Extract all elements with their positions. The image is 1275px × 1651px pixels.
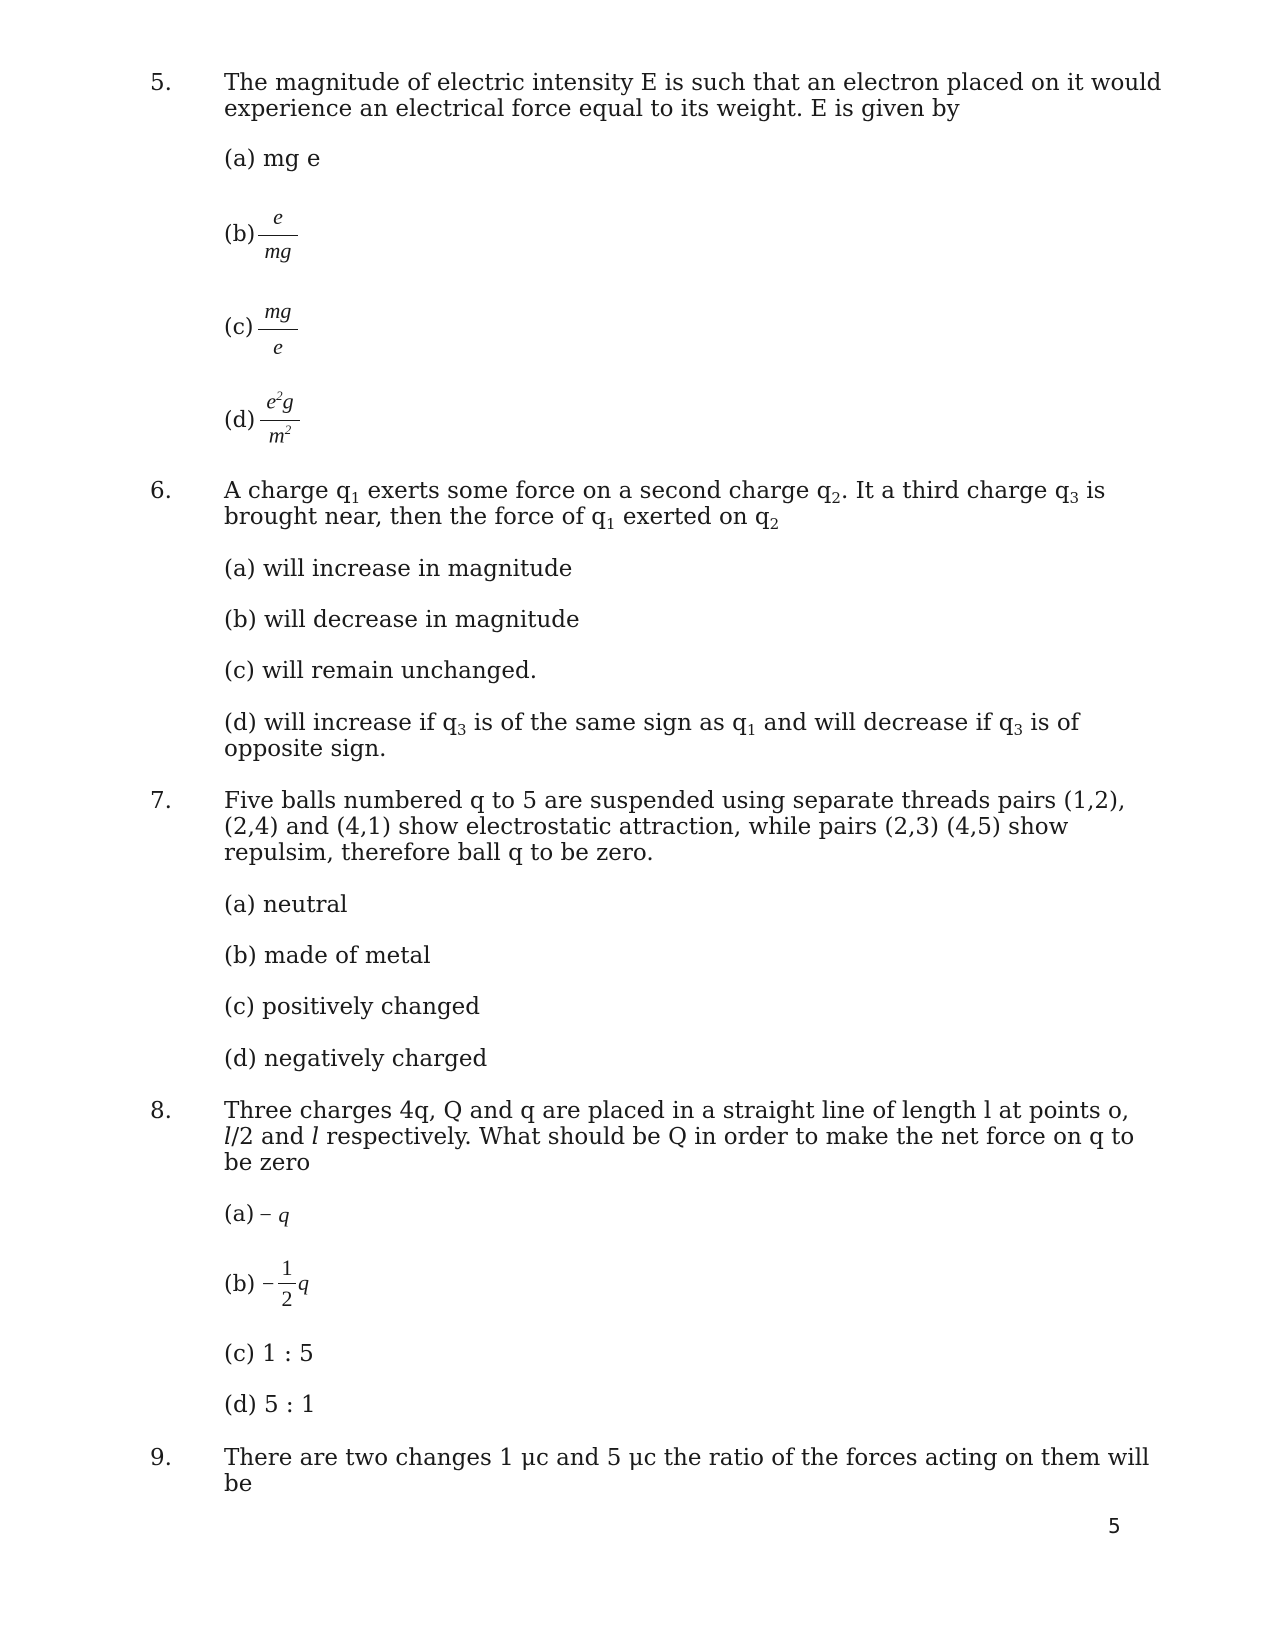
q6-text-line2: brought near, then the force of $q_1$ exerted on $q_2$ — [224, 504, 780, 533]
q7-option-c: (c) positively changed — [224, 994, 481, 1020]
q6-option-d-line1: (d) will increase if $q_3$ is of the same sign as $q_1$ and will decrease if $q_3$ is of — [224, 710, 1080, 739]
q9-text-line1: There are two changes 1 μc and 5 μc the ratio of the forces acting on them will — [224, 1445, 1150, 1471]
q6-option-c: (c) will remain unchanged. — [224, 658, 538, 684]
q8-text-line2: l/2 and l respectively. What should be Q in order to make the net force on q to — [224, 1124, 1135, 1150]
q8-option-c: (c) 1 : 5 — [224, 1341, 314, 1367]
q6-text-line1: A charge $q_1$ exerts some force on a second charge $q_2$. It a third charge $q_3$ is — [224, 478, 1106, 507]
q7-option-b: (b) made of metal — [224, 943, 431, 969]
q5-option-b-fraction: e mg — [258, 204, 298, 264]
q7-option-d: (d) negatively charged — [224, 1046, 488, 1072]
q5-text-line2: experience an electrical force equal to its weight. E is given by — [224, 96, 960, 122]
q8-number: 8. — [150, 1098, 172, 1124]
q6-option-b: (b) will decrease in magnitude — [224, 607, 580, 633]
q7-text-line3: repulsim, therefore ball q to be zero. — [224, 840, 654, 866]
q8-text-line3: be zero — [224, 1150, 311, 1176]
q6-option-d-line2: opposite sign. — [224, 736, 387, 762]
q5-option-a: (a) mg e — [224, 146, 321, 172]
q8-option-d: (d) 5 : 1 — [224, 1392, 316, 1418]
q6-option-a: (a) will increase in magnitude — [224, 556, 573, 582]
q8-text-line1: Three charges 4q, Q and q are placed in a straight line of length l at points o, — [224, 1098, 1130, 1124]
q7-text-line1: Five balls numbered q to 5 are suspended using separate threads pairs (1,2), — [224, 788, 1126, 814]
page-number: 5 — [1108, 1514, 1121, 1538]
q5-number: 5. — [150, 70, 172, 96]
q7-text-line2: (2,4) and (4,1) show electrostatic attraction, while pairs (2,3) (4,5) show — [224, 814, 1069, 840]
q6-number: 6. — [150, 478, 172, 504]
q7-option-a: (a) neutral — [224, 892, 348, 918]
q5-text-line1: The magnitude of electric intensity E is such that an electron placed on it would — [224, 70, 1162, 96]
q8-option-b-fraction: 1 2 — [278, 1255, 296, 1315]
q7-number: 7. — [150, 788, 172, 814]
q5-option-d-fraction: $e^2g$ $m^2$ — [260, 388, 300, 450]
q9-text-line2: be — [224, 1471, 253, 1497]
q5-option-c-fraction: mg e — [258, 298, 298, 358]
q9-number: 9. — [150, 1445, 172, 1471]
